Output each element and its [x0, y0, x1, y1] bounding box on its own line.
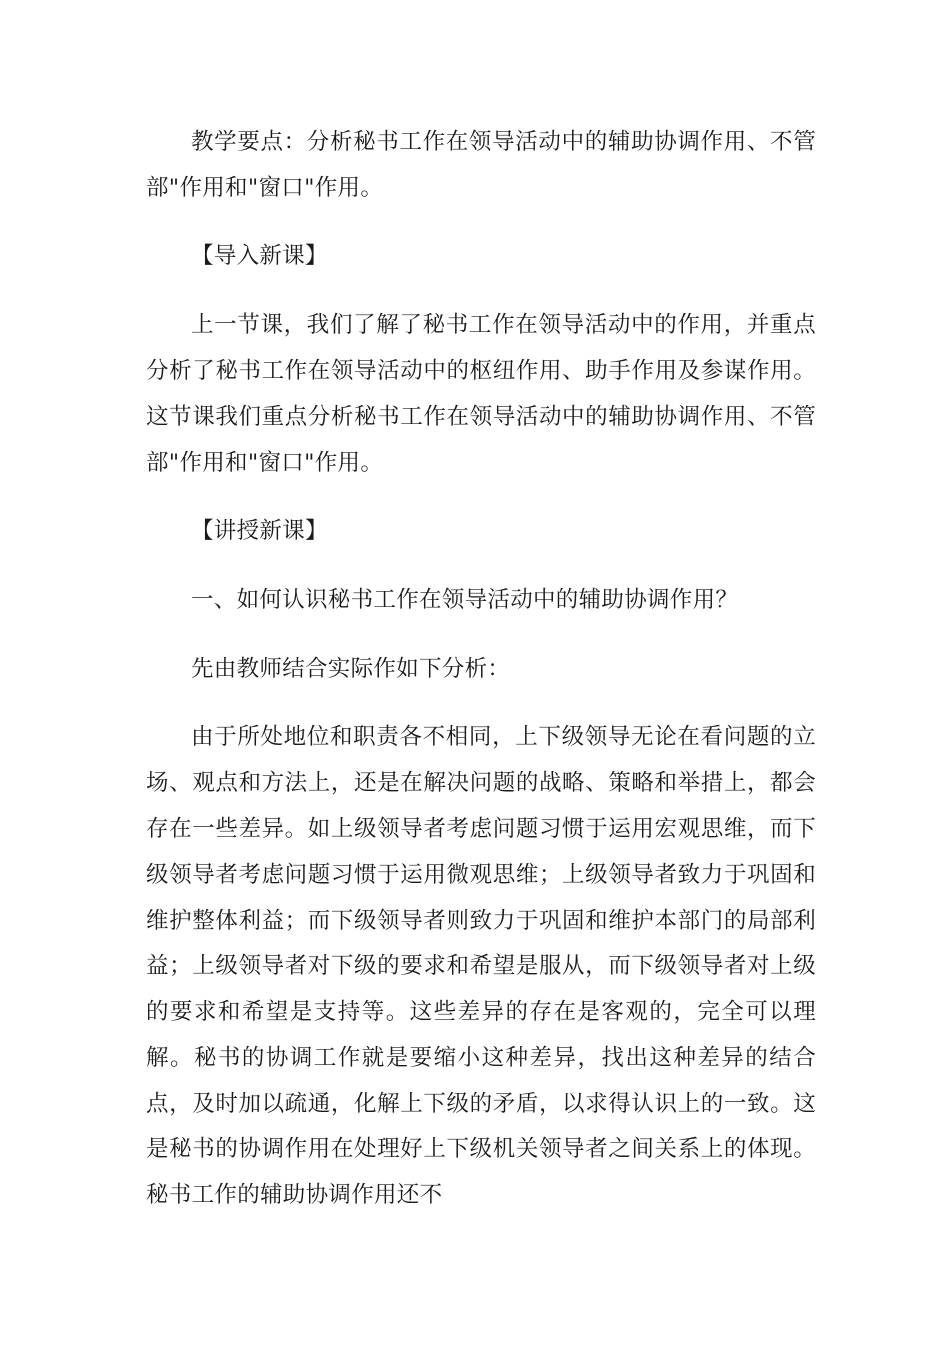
section-heading-new-lesson: 【讲授新课】	[191, 518, 328, 545]
section-heading-intro: 【导入新课】	[191, 243, 328, 270]
teaching-key-points-paragraph: 教学要点：分析秘书工作在领导活动中的辅助协调作用、不管部"作用和"窗口"作用。	[146, 129, 816, 201]
intro-paragraph: 上一节课，我们了解了秘书工作在领导活动中的作用，并重点分析了秘书工作在领导活动中的枢纽作用、助手作用及参谋作用。这节课我们重点分析秘书工作在领导活动中的辅助协调作用、不管部"作用和"窗口"作用。	[146, 312, 816, 476]
analysis-lead-paragraph: 先由教师结合实际作如下分析：	[191, 655, 511, 682]
document-body	[146, 120, 816, 1242]
question-heading: 一、如何认识秘书工作在领导活动中的辅助协调作用？	[191, 586, 739, 613]
body-paragraph: 由于所处地位和职责各不相同，上下级领导无论在看问题的立场、观点和方法上，还是在解决问题的战略、策略和举措上，都会存在一些差异。如上级领导者考虑问题习惯于运用宏观思维，而下级领导者考虑问题习惯于运用微观思维；上级领导者致力于巩固和维护整体利益；而下级领导者则致力于巩固和维护本部门的局部利益；上级领导者对下级的要求和希望是服从，而下级领导者对上级的要求和希望是支持等。这些差异的存在是客观的，完全可以理解。秘书的协调工作就是要缩小这种差异，找出这种差异的结合点，及时加以疏通，化解上下级的矛盾，以求得认识上的一致。这是秘书的协调作用在处理好上下级机关领导者之间关系上的体现。秘书工作的辅助协调作用还不	[146, 724, 816, 1209]
